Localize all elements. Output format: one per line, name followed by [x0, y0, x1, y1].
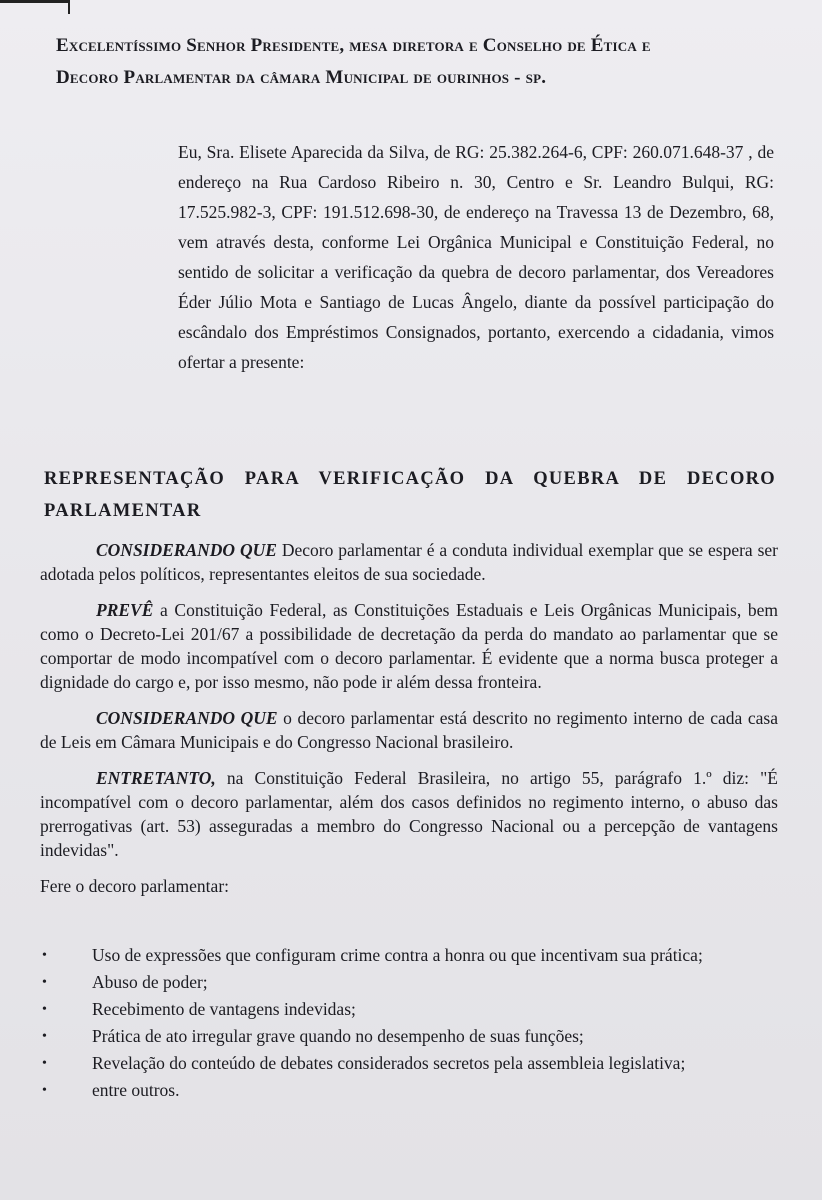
list-item-text: Abuso de poder; [92, 972, 208, 992]
bullet-icon: • [42, 1056, 47, 1071]
list-item [40, 1052, 778, 1075]
paragraph-lead: CONSIDERANDO QUE [96, 708, 278, 728]
header-line-2: Decoro Parlamentar da câmara Municipal de ourinhos - sp. [56, 67, 547, 88]
top-rule-tick [68, 0, 70, 14]
intro-text: Eu, Sra. Elisete Aparecida da Silva, de RG: 25.382.264-6, CPF: 260.071.648-37 , de endereço na Rua Cardoso Ribeiro n. 30, Centro e Sr. Leandro Bulqui, RG: 17.525.982-3, CPF: 191.512.698-30, de endereço na Travessa 13 de Dezembro, 68, vem através desta, conforme Lei Orgânica Municipal e Constituição Federal, no sentido de solicitar a verificação da quebra de decoro parlamentar, dos Vereadores Éder Júlio Mota e Santiago de Lucas Ângelo, diante da possível participação do escândalo dos Empréstimos Consignados, portanto, exercendo a cidadania, vimos ofertar a presente: [178, 142, 774, 372]
list-item-text: Revelação do conteúdo de debates considerados secretos pela assembleia legislativa; [92, 1053, 686, 1073]
bullet-icon: • [42, 1002, 47, 1017]
paragraph-lead: CONSIDERANDO QUE [96, 540, 277, 560]
paragraph-lead: PREVÊ [96, 600, 154, 620]
paragraph-text: Decoro parlamentar é a conduta individual exemplar que se espera ser adotada pelos políticos, representantes eleitos de sua sociedade. [40, 540, 778, 584]
paragraph-text: a Constituição Federal, as Constituições Estaduais e Leis Orgânicas Municipais, bem como o Decreto-Lei 201/67 a possibilidade de decretação da perda do mandato ao parlamentar que se comportar de modo incompatível com o decoro parlamentar. É evidente que a norma busca proteger a dignidade do cargo e, por isso mesmo, não pode ir além dessa fronteira. [40, 600, 778, 692]
list-item-text: Prática de ato irregular grave quando no desempenho de suas funções; [92, 1026, 584, 1046]
paragraph-text: na Constituição Federal Brasileira, no artigo 55, parágrafo 1.º diz: "É incompatível com o decoro parlamentar, além dos casos definidos no regimento interno, o abuso das prerrogativas (art. 53) asseguradas a membro do Congresso Nacional ou a percepção de vantagens indevidas". [40, 768, 778, 860]
paragraph-preve [40, 598, 778, 694]
top-rule [0, 0, 70, 3]
header-line-1: Excelentíssimo Senhor Presidente, mesa diretora e Conselho de Ética e [56, 35, 651, 56]
list-item-text: Recebimento de vantagens indevidas; [92, 999, 356, 1019]
list-item [40, 944, 778, 967]
bullet-icon: • [42, 948, 47, 963]
list-item [40, 1079, 778, 1102]
list-item-text: Uso de expressões que configuram crime contra a honra ou que incentivam sua prática; [92, 945, 703, 965]
paragraph-entretanto [40, 766, 778, 862]
list-item-text: entre outros. [92, 1080, 180, 1100]
paragraph-considerando-1 [40, 538, 778, 586]
paragraph-lead: ENTRETANTO, [96, 768, 216, 788]
list-intro: Fere o decoro parlamentar: [40, 876, 230, 896]
list-item [40, 971, 778, 994]
intro-paragraph [178, 137, 774, 377]
document-header [56, 30, 776, 94]
bullet-icon: • [42, 1083, 47, 1098]
list-item [40, 998, 778, 1021]
bullet-icon: • [42, 1029, 47, 1044]
paragraph-text: o decoro parlamentar está descrito no regimento interno de cada casa de Leis em Câmara Municipais e do Congresso Nacional brasileiro. [40, 708, 778, 752]
representation-title: REPRESENTAÇÃO PARA VERIFICAÇÃO DA QUEBRA DE DECORO PARLAMENTAR [44, 469, 776, 521]
bullet-icon: • [42, 975, 47, 990]
list-item [40, 1025, 778, 1048]
offense-list [40, 944, 778, 1106]
document-body [40, 538, 778, 914]
paragraph-considerando-2 [40, 706, 778, 754]
